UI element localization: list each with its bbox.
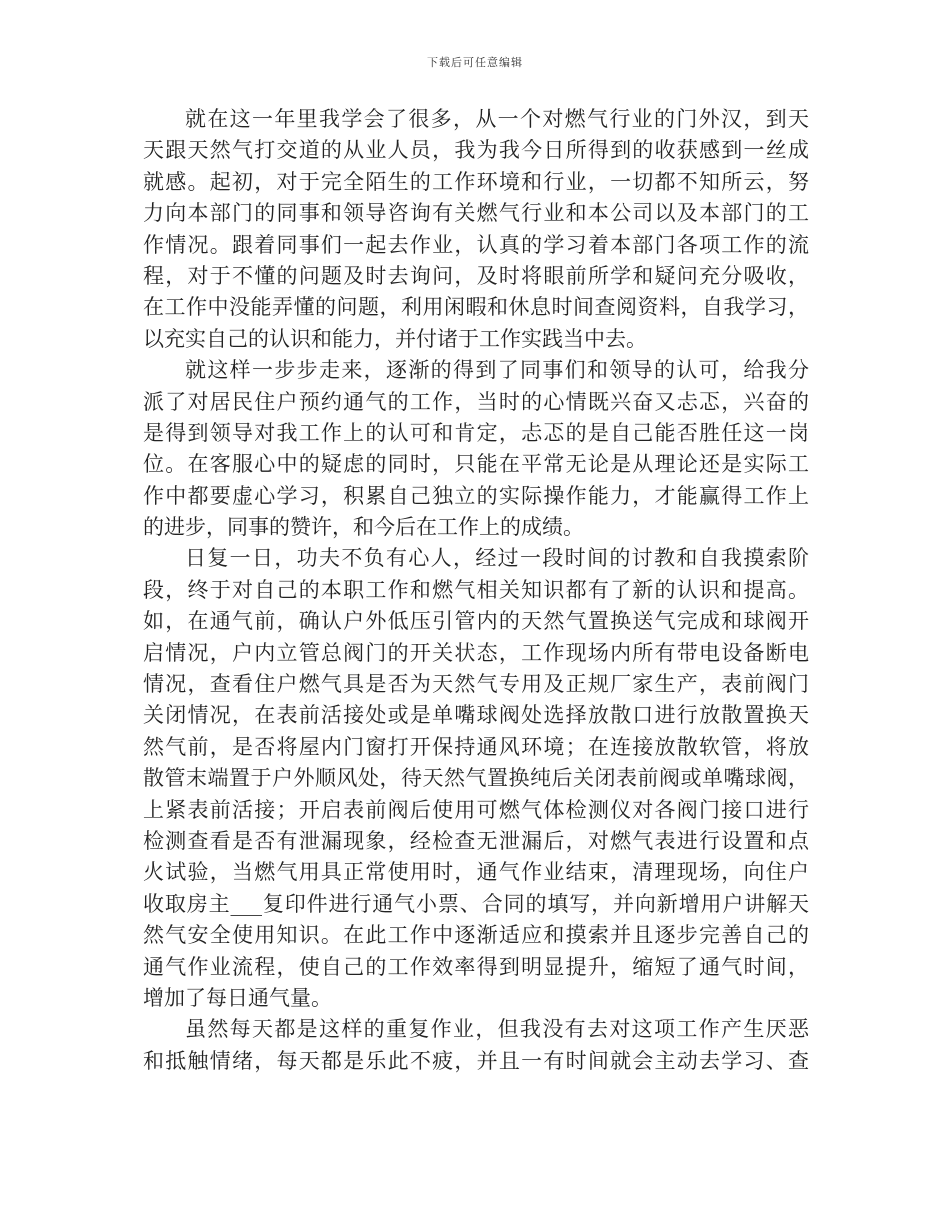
body-text-line: 如，在通气前，确认户外低压引管内的天然气置换送气完成和球阀开 <box>143 609 809 634</box>
body-text-line: 的进步，同事的赞许，和今后在工作上的成绩。 <box>143 515 584 540</box>
body-text-line: 虽然每天都是这样的重复作业，但我没有去对这项工作产生厌恶 <box>185 1017 809 1042</box>
body-text-line: 位。在客服心中的疑虑的同时，只能在平常无论是从理论还是实际工 <box>143 452 809 477</box>
body-text-line: 日复一日，功夫不负有心人，经过一段时间的讨教和自我摸索阶 <box>185 546 809 571</box>
body-text-line: 通气作业流程，使自己的工作效率得到明显提升，缩短了通气时间， <box>143 954 809 979</box>
document-body <box>143 104 809 1077</box>
body-text-line: 程，对于不懂的问题及时去询问，及时将眼前所学和疑问充分吸收， <box>143 263 809 288</box>
body-text-line: 和抵触情绪，每天都是乐此不疲，并且一有时间就会主动去学习、查 <box>143 1048 809 1073</box>
body-text-line: 力向本部门的同事和领导咨询有关燃气行业和本公司以及本部门的工 <box>143 201 809 226</box>
body-text-line: 收取房主___复印件进行通气小票、合同的填写，并向新增用户讲解天 <box>143 891 809 916</box>
body-text-line: 火试验，当燃气用具正常使用时，通气作业结束，清理现场，向住户 <box>143 860 809 885</box>
body-text-line: 检测查看是否有泄漏现象，经检查无泄漏后，对燃气表进行设置和点 <box>143 828 809 853</box>
page-header: 下载后可任意编辑 <box>427 56 523 69</box>
body-text-line: 作中都要虚心学习，积累自己独立的实际操作能力，才能赢得工作上 <box>143 483 809 508</box>
body-text-line: 天跟天然气打交道的从业人员，我为我今日所得到的收获感到一丝成 <box>143 138 809 163</box>
body-text-line: 增加了每日通气量。 <box>143 985 332 1010</box>
body-text-line: 是得到领导对我工作上的认可和肯定，忐忑的是自己能否胜任这一岗 <box>143 420 809 445</box>
body-text-line: 就感。起初，对于完全陌生的工作环境和行业，一切都不知所云，努 <box>143 169 809 194</box>
body-text-line: 以充实自己的认识和能力，并付诸于工作实践当中去。 <box>143 326 647 351</box>
body-text-line: 启情况，户内立管总阀门的开关状态，工作现场内所有带电设备断电 <box>143 640 809 665</box>
body-text-line: 派了对居民住户预约通气的工作，当时的心情既兴奋又忐忑，兴奋的 <box>143 389 809 414</box>
body-text-line: 然气前，是否将屋内门窗打开保持通风环境；在连接放散软管，将放 <box>143 734 809 759</box>
body-text-line: 在工作中没能弄懂的问题，利用闲暇和休息时间查阅资料，自我学习， <box>143 295 809 320</box>
body-text-line: 散管末端置于户外顺风处，待天然气置换纯后关闭表前阀或单嘴球阀， <box>143 766 809 791</box>
body-text-line: 关闭情况，在表前活接处或是单嘴球阀处选择放散口进行放散置换天 <box>143 703 809 728</box>
body-text-line: 就这样一步步走来，逐渐的得到了同事们和领导的认可，给我分 <box>185 358 809 383</box>
body-text-line: 就在这一年里我学会了很多，从一个对燃气行业的门外汉，到天 <box>185 107 809 131</box>
body-text-line: 作情况。跟着同事们一起去作业，认真的学习着本部门各项工作的流 <box>143 232 809 257</box>
body-text-line: 上紧表前活接；开启表前阀后使用可燃气体检测仪对各阀门接口进行 <box>143 797 809 822</box>
body-text-line: 然气安全使用知识。在此工作中逐渐适应和摸索并且逐步完善自己的 <box>143 923 809 948</box>
body-text-line: 情况，查看住户燃气具是否为天然气专用及正规厂家生产，表前阀门 <box>143 672 809 697</box>
body-text-line: 段，终于对自己的本职工作和燃气相关知识都有了新的认识和提高。 <box>143 577 809 602</box>
